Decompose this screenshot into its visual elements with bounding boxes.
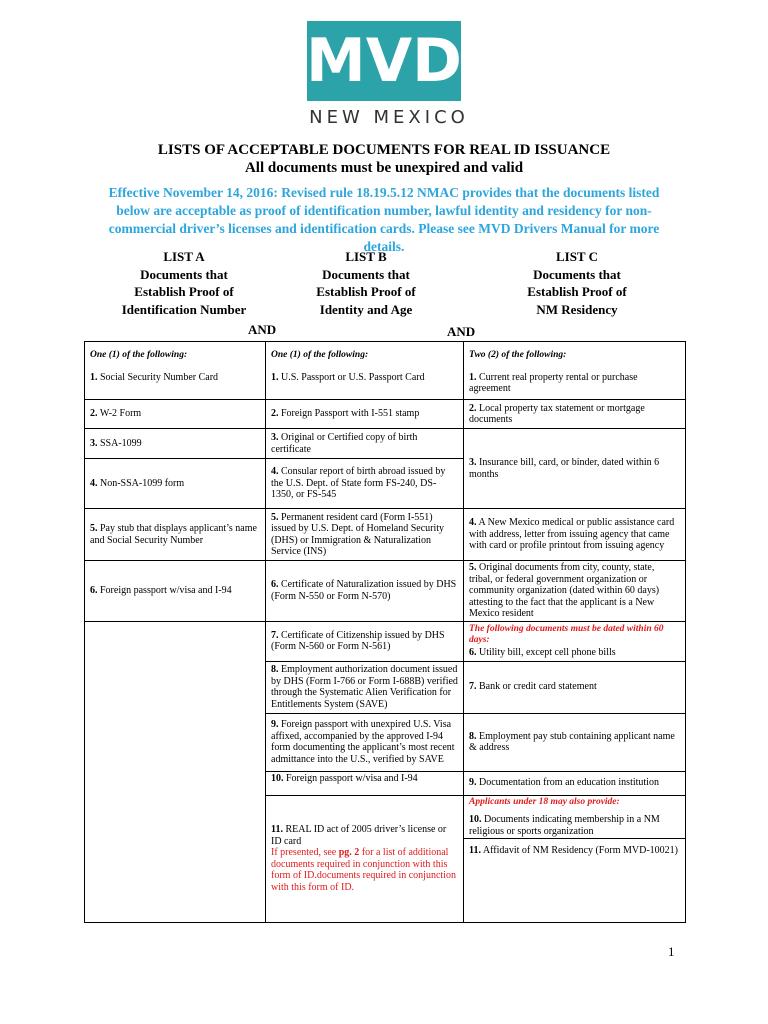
list-c-name: LIST C [555,249,599,264]
col-b-cell-8 [266,661,464,713]
list-c-line1: Documents that [533,266,621,282]
item-text: U.S. Passport or U.S. Passport Card [281,371,425,383]
item-number: 5. [469,562,477,573]
list-a-line3: Identification Number [121,301,247,317]
col-b-cell-6 [266,561,464,622]
col-c-cell-1 [464,342,686,400]
item-text: Current real property rental or purchase agreement [469,371,638,394]
item-text: Foreign passport with unexpired U.S. Visa affixed, accompanied by the approved I-94 form documenting the applicant’s most recent admittance into the U.S., verified by SAVE [271,719,455,765]
note-60-days: The following documents must be dated within 60 days: [469,623,664,646]
item-number: 3. [469,457,477,468]
col-c-cell-7 [464,661,686,713]
col-c-cell-9 [464,771,686,795]
col-a-cell-1 [85,342,266,400]
and-label-2: AND [447,324,476,339]
item-text: Bank or credit card statement [479,681,597,693]
item-number: 8. [469,730,477,742]
col-a-cell-2 [85,400,266,429]
col-b-cell-1 [266,342,464,400]
item-number: 1. [271,371,279,383]
item-number: 11. [469,845,481,856]
item-number: 9. [469,777,477,789]
col-c-cell-5 [464,561,686,622]
col-c-cell-11 [464,839,686,923]
list-a-line1: Documents that [140,266,228,282]
item-number: 2. [90,408,98,420]
item-number: 3. [90,437,98,449]
note-under-18: Applicants under 18 may also provide: [469,796,620,807]
item-number: 10. [469,814,482,825]
item-number: 4. [271,466,279,478]
list-b-line2: Establish Proof of [316,284,416,299]
col-c-cell-2 [464,400,686,429]
table-row [85,621,686,661]
item-text: Permanent resident card (Form I-551) issued by U.S. Dept. of Homeland Security (DHS) or Immigration & Naturalization Service (INS) [271,511,445,557]
col-a-cell-5 [85,509,266,561]
table-row [85,429,686,459]
item-text: Certificate of Citizenship issued by DHS (Form N-560 or Form N-561) [271,629,445,652]
item-text: Original documents from city, county, state, tribal, or federal government organization or community organization (dated within 60 days) attesting to the fact that the applicant is a New Mexico resident [469,562,660,619]
page-number: 1 [668,944,675,959]
item-number: 4. [469,517,477,529]
document-title: LISTS OF ACCEPTABLE DOCUMENTS FOR REAL ID ISSUANCE [157,142,611,158]
col-a-cell-6 [85,561,266,622]
item-number: 7. [469,681,477,693]
list-b-line3: Identity and Age [319,301,413,317]
real-id-note: If presented, see pg. 2 for a list of additional documents required in conjunction with this form of ID.documents required in conjunction with this form of ID. [271,847,456,893]
item-number: 5. [90,523,98,534]
item-number: 1. [90,371,98,383]
list-c-heading [477,248,677,318]
item-number: 4. [90,477,98,489]
effective-notice: Effective November 14, 2016: Revised rule 18.19.5.12 NMAC provides that the documents listed below are acceptable as proof of identification number, lawful identity and residency for non-commercial driver’s licenses and identification cards. Please see MVD Drivers Manual for more details. [108,185,660,254]
item-text: Certificate of Naturalization issued by DHS (Form N-550 or Form N-570) [271,579,457,602]
col-b-cell-9 [266,713,464,771]
col-b-cell-3 [266,429,464,459]
item-text: Employment pay stub containing applicant name & address [469,730,675,753]
item-text: Pay stub that displays applicant’s name and Social Security Number [90,523,257,546]
col-c-cell-4 [464,509,686,561]
list-a-name: LIST A [163,249,205,264]
col-a-cell-4 [85,459,266,509]
item-number: 11. [271,824,283,836]
document-subtitle: All documents must be unexpired and valid [244,160,524,176]
table-row [85,509,686,561]
item-number: 9. [271,719,279,730]
item-number: 2. [469,402,477,414]
item-text: Utility bill, except cell phone bills [479,646,616,658]
col-b-header: One (1) of the following: [271,350,369,360]
col-a-header: One (1) of the following: [90,350,188,360]
col-b-cell-7 [266,621,464,661]
col-b-cell-4 [266,459,464,509]
item-text: W-2 Form [99,408,142,420]
item-text: Foreign Passport with I-551 stamp [281,408,420,420]
list-c-line2: Establish Proof of [527,284,627,299]
item-number: 3. [271,432,279,443]
item-number: 6. [271,579,279,591]
item-text: Documents indicating membership in a NM religious or sports organization [469,814,660,837]
item-text: SSA-1099 [100,437,142,449]
mvd-logo [307,21,461,101]
and-label-1: AND [248,322,277,337]
item-text: Social Security Number Card [100,371,219,383]
item-text: Documentation from an education institution [479,777,659,789]
item-text: Local property tax statement or mortgage documents [469,402,645,425]
table-row [85,561,686,622]
item-number: 6. [469,646,477,658]
col-b-cell-5 [266,509,464,561]
list-a-heading [84,248,284,318]
list-b-name: LIST B [345,249,387,264]
item-text: Insurance bill, card, or binder, dated within 6 months [469,457,660,480]
documents-table [84,341,686,923]
col-c-cell-6 [464,621,686,661]
col-a-cell-empty [85,621,266,923]
item-number: 1. [469,371,477,383]
col-c-cell-3 [464,429,686,509]
item-text: A New Mexico medical or public assistance card with address, letter from issuing agency that came with card or profile printout from issuing agency [469,517,675,552]
item-text: Consular report of birth abroad issued by the U.S. Dept. of State form FS-240, DS-1350, or FS-545 [271,466,446,501]
logo-text: MVD [306,26,462,96]
col-c-header: Two (2) of the following: [469,350,567,360]
item-number: 5. [271,511,279,523]
col-b-cell-10 [266,771,464,795]
item-text: Foreign passport w/visa and I-94 [100,585,232,596]
item-number: 2. [271,408,279,420]
item-text: Non-SSA-1099 form [100,477,185,489]
item-text: Original or Certified copy of birth certificate [271,432,418,455]
item-text: Employment authorization document issued by DHS (Form I-766 or Form I-688B) verified through the Systematic Alien Verification for Entitlements System (SAVE) [271,664,458,710]
table-row [85,342,686,400]
list-a-line2: Establish Proof of [134,284,234,299]
col-b-cell-2 [266,400,464,429]
list-c-line3: NM Residency [536,301,618,317]
table-row [85,400,686,429]
list-b-line1: Documents that [322,266,410,282]
list-b-heading [266,248,466,318]
col-c-cell-10 [464,795,686,839]
item-number: 10. [271,772,284,784]
item-number: 6. [90,585,98,596]
logo-subtitle: NEW MEXICO [309,107,469,128]
item-text: Affidavit of NM Residency (Form MVD-10021) [482,845,678,856]
col-b-cell-11 [266,795,464,923]
page-2-link[interactable]: pg. 2 [338,847,360,859]
col-a-cell-3 [85,429,266,459]
item-text: REAL ID act of 2005 driver’s license or ID card [271,824,447,847]
item-number: 8. [271,664,279,675]
item-number: 7. [271,629,279,641]
item-text: Foreign passport w/visa and I-94 [286,772,418,784]
col-c-cell-8 [464,713,686,771]
